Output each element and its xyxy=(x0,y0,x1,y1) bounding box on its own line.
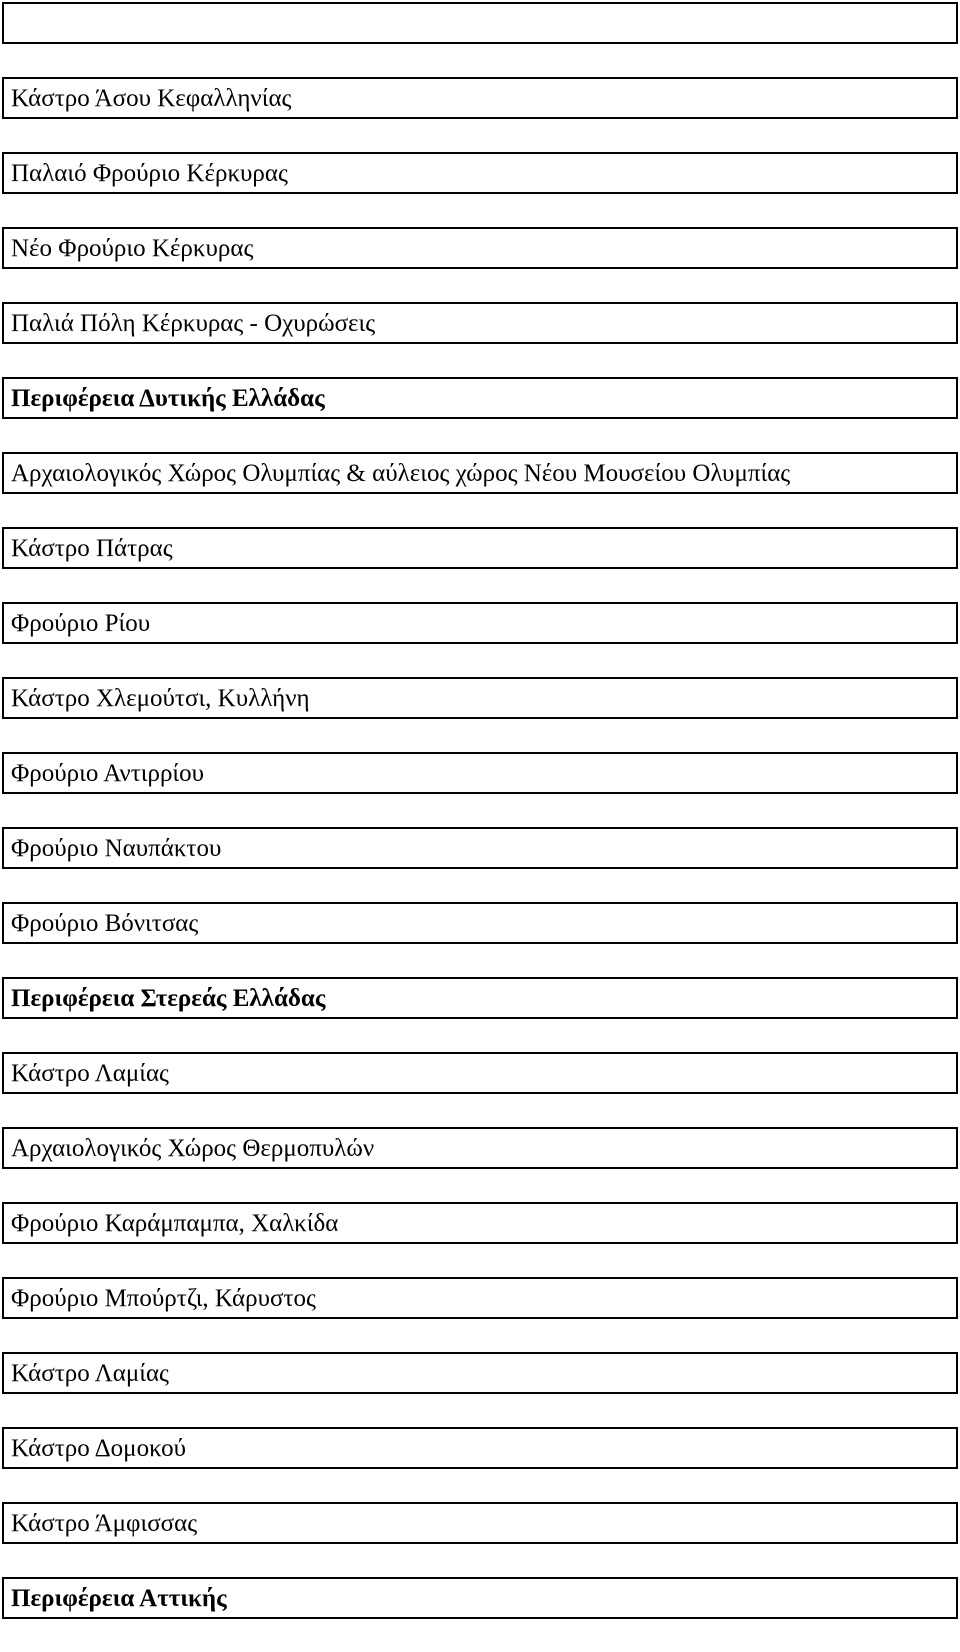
list-item-label: Παλαιό Φρούριο Κέρκυρας xyxy=(11,159,288,187)
list-item-label: Φρούριο Βόνιτσας xyxy=(11,909,199,937)
list-item-label: Αρχαιολογικός Χώρος Θερμοπυλών xyxy=(11,1134,375,1162)
list-item-label: Κάστρο Πάτρας xyxy=(11,534,173,562)
region-heading-attica xyxy=(2,1577,958,1619)
list-item xyxy=(2,527,958,569)
list-item xyxy=(2,1352,958,1394)
list-item-label: Φρούριο Καράμπαμπα, Χαλκίδα xyxy=(11,1209,339,1237)
region-heading-western-greece xyxy=(2,377,958,419)
list-item xyxy=(2,77,958,119)
list-item-label: Φρούριο Μπούρτζι, Κάρυστος xyxy=(11,1284,316,1312)
list-item xyxy=(2,602,958,644)
list-item-label: Κάστρο Χλεμούτσι, Κυλλήνη xyxy=(11,684,310,712)
list-item-label: Φρούριο Αντιρρίου xyxy=(11,759,205,787)
list-item xyxy=(2,227,958,269)
list-item-label: Φρούριο Ναυπάκτου xyxy=(11,834,222,862)
list-item xyxy=(2,1502,958,1544)
list-item-label: Κάστρο Λαμίας xyxy=(11,1059,169,1087)
list-item-label: Φρούριο Ρίου xyxy=(11,609,151,637)
list-item-label: Κάστρο Λαμίας xyxy=(11,1359,169,1387)
region-heading-label: Περιφέρεια Δυτικής Ελλάδας xyxy=(11,384,325,412)
list-item xyxy=(2,1277,958,1319)
site-list xyxy=(2,2,958,1652)
list-item-label: Παλιά Πόλη Κέρκυρας - Οχυρώσεις xyxy=(11,309,376,337)
list-item-label: Νέο Φρούριο Κέρκυρας xyxy=(11,234,254,262)
list-item-label: Κάστρο Άσου Κεφαλληνίας xyxy=(11,84,292,112)
list-item xyxy=(2,677,958,719)
list-item xyxy=(2,752,958,794)
list-item xyxy=(2,1127,958,1169)
region-heading-central-greece xyxy=(2,977,958,1019)
list-item xyxy=(2,827,958,869)
list-item xyxy=(2,302,958,344)
list-item-label: Αρχαιολογικός Χώρος Ολυμπίας & αύλειος χώρος Νέου Μουσείου Ολυμπίας xyxy=(11,459,791,487)
list-item xyxy=(2,902,958,944)
region-heading-label: Περιφέρεια Στερεάς Ελλάδας xyxy=(11,984,326,1012)
region-heading-label: Περιφέρεια Αττικής xyxy=(11,1584,227,1612)
list-item xyxy=(2,1052,958,1094)
list-item xyxy=(2,152,958,194)
list-item-label: Κάστρο Δομοκού xyxy=(11,1434,186,1462)
list-item-empty xyxy=(2,2,958,44)
list-item xyxy=(2,452,958,494)
list-item-label: Κάστρο Άμφισσας xyxy=(11,1509,198,1537)
list-item xyxy=(2,1427,958,1469)
list-item xyxy=(2,1202,958,1244)
